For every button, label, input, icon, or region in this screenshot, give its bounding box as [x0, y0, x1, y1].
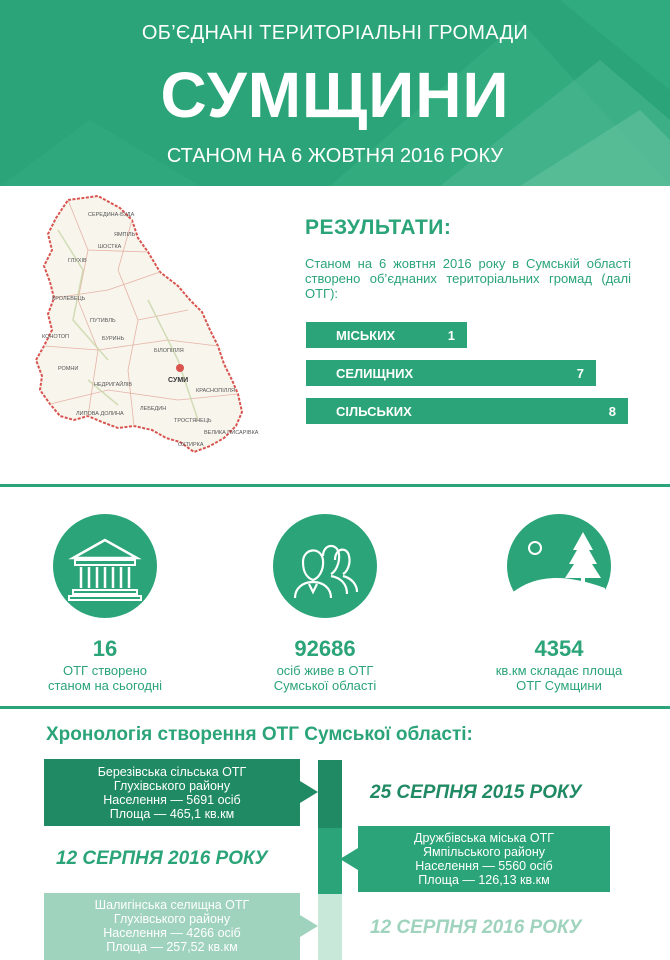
map-label: НЕДРИГАЙЛІВ — [94, 382, 133, 388]
stat-number: 92686 — [294, 636, 356, 661]
box-line: Березівська сільська ОТГ — [97, 765, 247, 779]
stat-description — [225, 663, 425, 693]
bar-village — [306, 398, 628, 424]
map-label: КОНОТОП — [42, 334, 70, 340]
map-label: ОХТИРКА — [178, 442, 204, 448]
bar-label: СІЛЬСЬКИХ — [336, 404, 412, 419]
header-top-title: ОБ’ЄДНАНІ ТЕРИТОРІАЛЬНІ ГРОМАДИ — [141, 22, 529, 44]
box-line: Глухівського району — [113, 779, 231, 793]
map-label: БУРИНЬ — [102, 336, 125, 342]
stat-number: 4354 — [534, 636, 584, 661]
sumy-region-map — [28, 190, 259, 456]
map-label: РОМНИ — [58, 366, 79, 372]
chronology-date: 12 СЕРПНЯ 2016 РОКУ — [370, 917, 582, 938]
results-text: Станом на 6 жовтня 2016 року в Сумській області створено об’єднаних територіальних громад (далі ОТГ): — [305, 256, 631, 301]
map-label: ЛИПОВА ДОЛИНА — [76, 411, 124, 417]
header-main-title: СУМЩИНИ — [160, 59, 510, 131]
map-label: ГЛУХІВ — [68, 258, 87, 264]
box-line: Шалигінська селищна ОТГ — [94, 898, 250, 912]
bar-label: СЕЛИЩНИХ — [336, 366, 414, 381]
box-line: Площа — 465,1 кв.км — [109, 807, 235, 821]
chronology-box — [44, 765, 300, 821]
stat-desc-line: ОТГ Сумщини — [516, 678, 602, 693]
stat-description — [459, 663, 659, 693]
map-label: ВЕЛИКА ПИСАРІВКА — [204, 430, 259, 436]
divider — [0, 484, 670, 487]
bar-value: 7 — [576, 366, 584, 381]
stat-description — [5, 663, 205, 693]
box-line: Населення — 4266 осіб — [103, 926, 241, 940]
bar-value: 8 — [608, 404, 616, 419]
chronology-date: 12 СЕРПНЯ 2016 РОКУ — [56, 848, 268, 869]
map-label: СЕРЕДИНА-БУДА — [88, 212, 135, 218]
map-label: ТРОСТЯНЕЦЬ — [174, 418, 212, 424]
results-title: РЕЗУЛЬТАТИ: — [305, 216, 452, 239]
bar-settlement — [306, 360, 596, 386]
box-line: Дружбівська міська ОТГ — [414, 831, 554, 845]
chronology-date: 25 СЕРПНЯ 2015 РОКУ — [370, 782, 582, 803]
people-icon — [273, 514, 377, 618]
chronology-title: Хронологія створення ОТГ Сумської області: — [46, 724, 473, 745]
building-icon — [53, 514, 157, 618]
map-label: ЛЕБЕДИН — [140, 406, 167, 412]
map-label: КРОЛЕВЕЦЬ — [52, 296, 86, 302]
header-banner — [0, 0, 670, 186]
box-line: Населення — 5560 осіб — [415, 859, 553, 873]
chronology-box — [358, 831, 610, 887]
map-label-sumy: СУМИ — [168, 377, 189, 384]
timeline-segment — [318, 760, 342, 828]
map-label: ПУТИВЛЬ — [90, 318, 116, 324]
stat-number: 16 — [92, 636, 118, 661]
bar-label: МІСЬКИХ — [336, 328, 396, 343]
box-line: Ямпільського району — [423, 845, 545, 859]
map-label: ШОСТКА — [98, 244, 122, 250]
box-line: Площа — 257,52 кв.км — [106, 940, 238, 954]
stat-desc-line: Сумської області — [273, 678, 377, 693]
box-line: Населення — 5691 осіб — [103, 793, 241, 807]
chronology-box — [44, 898, 300, 954]
map-label: ЯМПІЛЬ — [114, 232, 136, 238]
stat-desc-line: ОТГ створено — [62, 663, 148, 678]
bar-city — [306, 322, 467, 348]
map-label: КРАСНОПІЛЛЯ — [196, 388, 235, 394]
header-subtitle: СТАНОМ НА 6 ЖОВТНЯ 2016 РОКУ — [166, 145, 504, 167]
stat-desc-line: станом на сьогодні — [47, 678, 163, 693]
sumy-city-marker — [176, 364, 184, 372]
divider — [0, 706, 670, 709]
box-line: Площа — 126,13 кв.км — [418, 873, 550, 887]
timeline-segment — [318, 894, 342, 960]
stat-desc-line: кв.км складає площа — [495, 663, 623, 678]
map-label: БІЛОПІЛЛЯ — [154, 348, 184, 354]
stat-desc-line: осіб живе в ОТГ — [276, 663, 374, 678]
bar-value: 1 — [447, 328, 455, 343]
box-line: Глухівського району — [113, 912, 231, 926]
landscape-icon — [507, 514, 611, 618]
